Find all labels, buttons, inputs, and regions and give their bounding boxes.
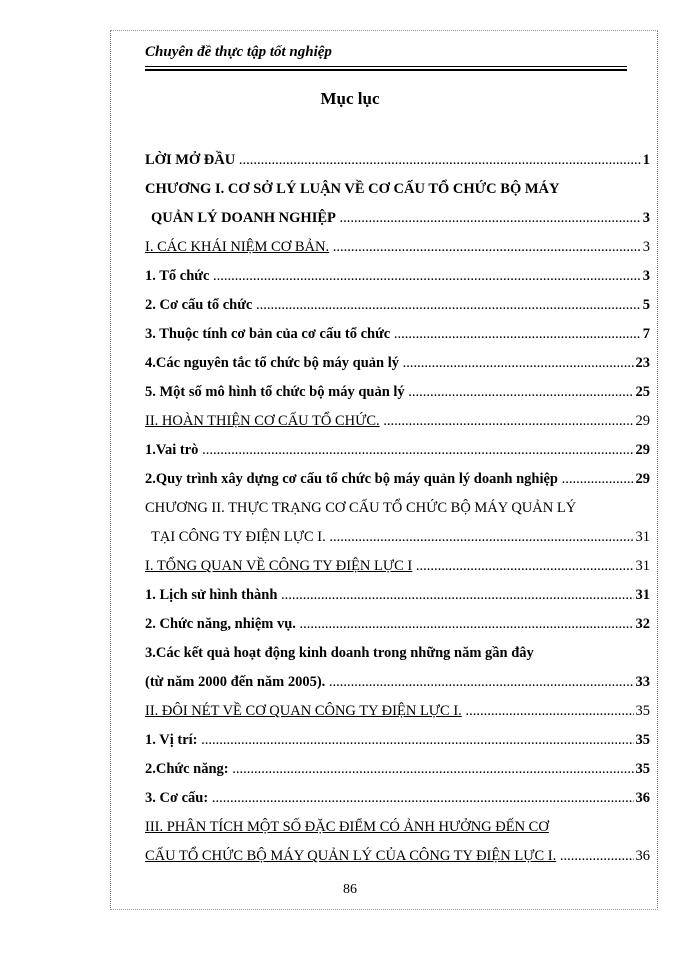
toc-page-number: 31 xyxy=(634,552,651,581)
toc-page-number: 5 xyxy=(641,291,650,320)
toc-entry: 3. Cơ cấu: ..... 36 xyxy=(145,784,650,813)
toc-page-number: 1 xyxy=(641,146,650,175)
toc-page-number: 35 xyxy=(634,726,651,755)
toc-entry: 2.Chức năng: ..... 35 xyxy=(145,755,650,784)
toc-entry: I. CÁC KHÁI NIỆM CƠ BẢN. ..... 3 xyxy=(145,233,650,262)
toc-entry: 2. Cơ cấu tổ chức ..... 5 xyxy=(145,291,650,320)
toc-entry: 2. Chức năng, nhiệm vụ. ..... 32 xyxy=(145,610,650,639)
toc-page-number: 25 xyxy=(634,378,651,407)
running-header: Chuyên đề thực tập tốt nghiệp xyxy=(145,44,332,60)
toc-entry: (từ năm 2000 đến năm 2005). ..... 33 xyxy=(145,668,650,697)
toc-entry: CẤU TỔ CHỨC BỘ MÁY QUẢN LÝ CỦA CÔNG TY ĐIỆN LỰC I. ..... 36 xyxy=(145,842,650,871)
toc-page-number: 31 xyxy=(634,581,651,610)
toc-entry: III. PHÂN TÍCH MỘT SỐ ĐẶC ĐIỂM CÓ ẢNH HƯỞNG ĐẾN CƠ xyxy=(145,819,549,835)
toc-entry: I. TỔNG QUAN VỀ CÔNG TY ĐIỆN LỰC I ..... 31 xyxy=(145,552,650,581)
toc-entry: 1. Vị trí: ..... 35 xyxy=(145,726,650,755)
toc-entry: 5. Một số mô hình tổ chức bộ máy quản lý ..... 25 xyxy=(145,378,650,407)
header-rule-thin xyxy=(145,66,627,67)
toc-page-number: 29 xyxy=(634,407,651,436)
toc-entry: 2.Quy trình xây dựng cơ cấu tổ chức bộ máy quản lý doanh nghiệp ..... 29 xyxy=(145,465,650,494)
toc-page-number: 35 xyxy=(634,755,651,784)
toc-entry: 1.Vai trò ..... 29 xyxy=(145,436,650,465)
toc-page-number: 31 xyxy=(634,523,651,552)
table-of-contents xyxy=(145,146,650,871)
toc-entry: QUẢN LÝ DOANH NGHIỆP ..... 3 xyxy=(145,204,650,233)
toc-heading: Mục lục xyxy=(320,89,380,108)
toc-page-number: 29 xyxy=(634,436,651,465)
toc-page-number: 36 xyxy=(634,842,651,871)
toc-entry: 3. Thuộc tính cơ bản của cơ cấu tổ chức ..... 7 xyxy=(145,320,650,349)
toc-page-number: 33 xyxy=(634,668,651,697)
toc-entry: CHƯƠNG II. THỰC TRẠNG CƠ CẤU TỔ CHỨC BỘ MÁY QUẢN LÝ xyxy=(145,500,577,516)
toc-page-number: 23 xyxy=(634,349,651,378)
toc-page-number: 29 xyxy=(634,465,651,494)
toc-page-number: 3 xyxy=(641,262,650,291)
toc-page-number: 3 xyxy=(641,204,650,233)
toc-entry: 4.Các nguyên tắc tổ chức bộ máy quản lý ..... 23 xyxy=(145,349,650,378)
page-number: 86 xyxy=(343,882,357,897)
toc-entry: 3.Các kết quả hoạt động kinh doanh trong những năm gần đây xyxy=(145,645,534,661)
toc-page-number: 36 xyxy=(634,784,651,813)
toc-page-number: 35 xyxy=(634,697,651,726)
toc-page-number: 3 xyxy=(641,233,650,262)
toc-entry: TẠI CÔNG TY ĐIỆN LỰC I. ..... 31 xyxy=(145,523,650,552)
header-rule-thick xyxy=(145,69,627,71)
toc-page-number: 7 xyxy=(641,320,650,349)
toc-page-number: 32 xyxy=(634,610,651,639)
toc-entry: CHƯƠNG I. CƠ SỞ LÝ LUẬN VỀ CƠ CẤU TỔ CHỨC BỘ MÁY xyxy=(145,181,560,197)
toc-entry: LỜI MỞ ĐẦU ..... 1 xyxy=(145,146,650,175)
toc-entry: 1. Lịch sử hình thành ..... 31 xyxy=(145,581,650,610)
toc-entry: II. ĐÔI NÉT VỀ CƠ QUAN CÔNG TY ĐIỆN LỰC I. ..... 35 xyxy=(145,697,650,726)
toc-entry: II. HOÀN THIỆN CƠ CẤU TỔ CHỨC. ..... 29 xyxy=(145,407,650,436)
toc-entry: 1. Tổ chức ..... 3 xyxy=(145,262,650,291)
